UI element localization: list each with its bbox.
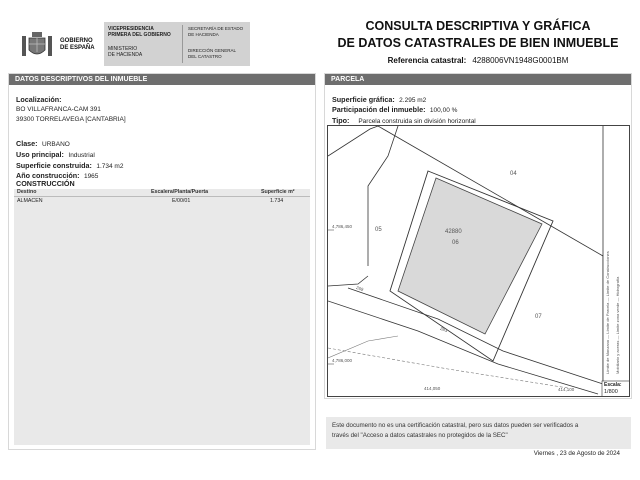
note-line2: través del "Acceso a datos catastrales no protegidos de la SEC" xyxy=(332,431,508,439)
class-row: Clase: URBANO xyxy=(16,139,70,148)
street-number-283: 283 xyxy=(439,325,449,334)
construction-title: CONSTRUCCIÓN xyxy=(16,179,75,188)
ref-label: Referencia catastral: xyxy=(387,56,467,65)
coord-y1: 4,786,450 xyxy=(332,224,353,229)
neighbor-04: 04 xyxy=(510,171,517,177)
location-label: Localización: xyxy=(16,95,62,104)
disclaimer-note xyxy=(326,417,631,449)
participation-row: Participación del inmueble: 100,00 % xyxy=(332,105,458,114)
document-title: CONSULTA DESCRIPTIVA Y GRÁFICA DE DATOS CATASTRALES DE BIEN INMUEBLE xyxy=(337,19,619,50)
built-area-row: Superficie construida: 1.734 m2 xyxy=(16,161,124,170)
table-cell-destino: ALMACEN xyxy=(17,198,43,204)
address-line2: 39300 TORRELAVEGA [CANTABRIA] xyxy=(16,116,126,123)
table-header-divider xyxy=(14,196,310,197)
ministry-block: VICEPRESIDENCIA PRIMERA DEL GOBIERNO MINISTERIO DE HACIENDA SECRETARÍA DE ESTADO DE HACIENDA DIRECCIÓN GENERAL DEL CATASTRO xyxy=(104,22,250,66)
coord-y2: 4,786,000 xyxy=(332,358,353,363)
ref-value: 4288006VN1948G0001BM xyxy=(472,56,569,65)
coord-x2: 414,100 xyxy=(558,387,575,392)
issue-date: Viernes , 23 de Agosto de 2024 xyxy=(533,450,620,457)
note-line1: Este documento no es una certificación catastral, pero sus datos pueden ser verificados a xyxy=(332,422,579,429)
table-cell-escalera: E/00/01 xyxy=(172,198,191,204)
map-legend: Límite de Manzana — Límite de Parcela — Límite de Construcciones Mobiliario y aceras — Límite zona verde — Hidrografía xyxy=(605,251,620,374)
descriptive-section-header: DATOS DESCRIPTIVOS DEL INMUEBLE xyxy=(9,74,315,85)
scale-label: Escala: xyxy=(604,382,622,388)
parcel-section-header: PARCELA xyxy=(325,74,631,85)
coat-of-arms-icon xyxy=(18,30,56,60)
table-header-escalera: Escalera/Planta/Puerta xyxy=(151,189,209,195)
neighbor-07: 07 xyxy=(535,314,542,320)
cadastral-reference xyxy=(330,56,626,65)
table-header-destino: Destino xyxy=(17,189,37,195)
coord-x1: 414,050 xyxy=(424,386,441,391)
address-line1: BO VILLAFRANCA-CAM 391 xyxy=(16,106,101,113)
scale-value: 1/800 xyxy=(604,389,618,395)
cadastral-map[interactable] xyxy=(327,125,630,397)
table-header-superficie: Superficie m² xyxy=(261,189,295,195)
construction-year-row: Año construcción: 1965 xyxy=(16,171,99,180)
construction-table xyxy=(14,189,310,445)
parcel-number: 42880 xyxy=(445,229,462,235)
gov-name: GOBIERNO DE ESPAÑA xyxy=(60,38,95,51)
subparcel-number: 06 xyxy=(452,240,459,246)
type-row: Tipo: Parcela construida sin división horizontal xyxy=(332,116,476,125)
street-number-269: 269 xyxy=(355,284,365,293)
table-cell-superficie: 1.734 xyxy=(270,198,284,204)
graphic-area-row: Superficie gráfica: 2.295 m2 xyxy=(332,95,427,104)
neighbor-05: 05 xyxy=(375,227,382,233)
main-use-row: Uso principal: Industrial xyxy=(16,150,95,159)
